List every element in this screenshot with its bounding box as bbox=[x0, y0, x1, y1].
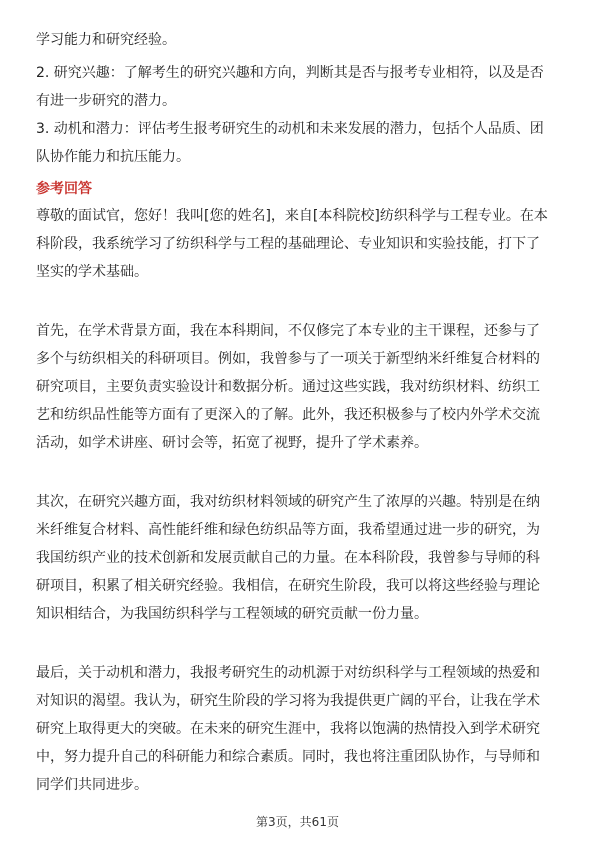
answer-line: 多个与纺织相关的科研项目。例如，我曾参与了一项关于新型纳米纤维复合材料的 bbox=[36, 351, 540, 367]
answer-line: 最后，关于动机和潜力，我报考研究生的动机源于对纺织科学与工程领域的热爱和 bbox=[36, 665, 540, 681]
criteria-line: 队协作能力和抗压能力。 bbox=[36, 149, 190, 165]
criteria-line: 学习能力和研究经验。 bbox=[36, 32, 176, 48]
answer-line: 首先，在学术背景方面，我在本科期间，不仅修完了本专业的主干课程，还参与了 bbox=[36, 323, 540, 339]
criteria-line: 有进一步研究的潜力。 bbox=[36, 93, 176, 109]
answer-line: 同学们共同进步。 bbox=[36, 777, 148, 793]
answer-heading: 参考回答 bbox=[36, 181, 92, 197]
answer-line: 活动，如学术讲座、研讨会等，拓宽了视野，提升了学术素养。 bbox=[36, 435, 428, 451]
answer-line: 对知识的渴望。我认为，研究生阶段的学习将为我提供更广阔的平台，让我在学术 bbox=[36, 693, 540, 709]
page-footer: 第3页，共61页 bbox=[256, 815, 339, 829]
answer-line: 研项目，积累了相关研究经验。我相信，在研究生阶段，我可以将这些经验与理论 bbox=[36, 578, 540, 594]
criteria-line: 3. 动机和潜力：评估考生报考研究生的动机和未来发展的潜力，包括个人品质、团 bbox=[36, 121, 544, 137]
criteria-line: 2. 研究兴趣：了解考生的研究兴趣和方向，判断其是否与报考专业相符，以及是否 bbox=[36, 65, 544, 81]
answer-line: 其次，在研究兴趣方面，我对纺织材料领域的研究产生了浓厚的兴趣。特别是在纳 bbox=[36, 494, 540, 510]
answer-line: 尊敬的面试官，您好！我叫[您的姓名]，来自[本科院校]纺织科学与工程专业。在本 bbox=[36, 208, 548, 224]
answer-line: 科阶段，我系统学习了纺织科学与工程的基础理论、专业知识和实验技能，打下了 bbox=[36, 236, 540, 252]
answer-line: 研究上取得更大的突破。在未来的研究生涯中，我将以饱满的热情投入到学术研究 bbox=[36, 721, 540, 737]
answer-line: 我国纺织产业的技术创新和发展贡献自己的力量。在本科阶段，我曾参与导师的科 bbox=[36, 550, 540, 566]
answer-line: 米纤维复合材料、高性能纤维和绿色纺织品等方面，我希望通过进一步的研究，为 bbox=[36, 522, 540, 538]
answer-line: 研究项目，主要负责实验设计和数据分析。通过这些实践，我对纺织材料、纺织工 bbox=[36, 379, 540, 395]
answer-line: 中，努力提升自己的科研能力和综合素质。同时，我也将注重团队协作，与导师和 bbox=[36, 749, 540, 765]
answer-line: 坚实的学术基础。 bbox=[36, 264, 148, 280]
answer-line: 知识相结合，为我国纺织科学与工程领域的研究贡献一份力量。 bbox=[36, 606, 428, 622]
answer-line: 艺和纺织品性能等方面有了更深入的了解。此外，我还积极参与了校内外学术交流 bbox=[36, 407, 540, 423]
